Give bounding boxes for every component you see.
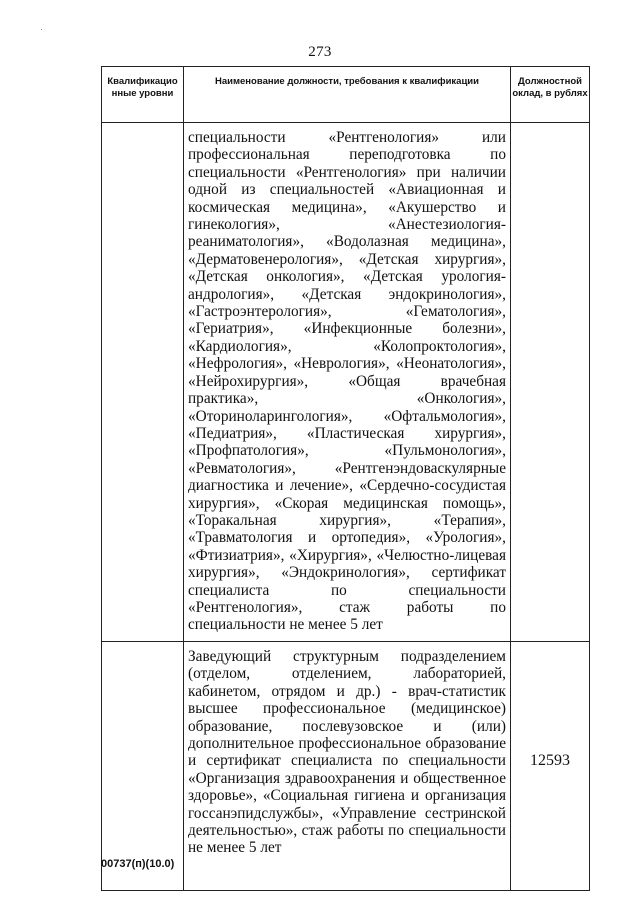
- requirements-cell: [184, 123, 511, 642]
- text-line: специальности не менее 5 лет: [188, 616, 383, 634]
- text-line: «Торакальная хирургия», «Терапия»,: [188, 511, 506, 529]
- table-header-row: [102, 67, 590, 123]
- table-row: [102, 123, 590, 642]
- text-line: (отделом, отделением, лабораторией,: [188, 665, 506, 683]
- text-line: профессиональная переподготовка по: [188, 146, 506, 164]
- text-line: «Педиатрия», «Пластическая хирургия»,: [188, 424, 506, 442]
- text-line: одной из специальностей «Авиационная и: [188, 181, 506, 199]
- text-line: Заведующий структурным подразделением: [188, 648, 506, 665]
- text-line: и сертификат специалиста по специальности: [188, 752, 506, 770]
- salary-cell: [511, 123, 590, 642]
- text-line: «Травматология и ортопедия», «Урология»,: [188, 529, 506, 547]
- text-line: здоровье», «Социальная гигиена и организация: [188, 787, 506, 805]
- text-line: «Нейрохирургия», «Общая врачебная: [188, 372, 506, 390]
- text-line: андрология», «Детская эндокринология»,: [188, 285, 506, 303]
- page-number: 273: [308, 44, 332, 60]
- text-line: «Кардиология», «Колопроктология»,: [188, 337, 506, 355]
- text-line: «Нефрология», «Неврология», «Неонатология»,: [188, 355, 506, 373]
- text-line: госсанэпидслужбы», «Управление сестринской: [188, 804, 506, 822]
- text-line: «Фтизиатрия», «Хирургия», «Челюстно-лицевая: [188, 546, 506, 564]
- qualification-table: [101, 66, 590, 891]
- table-row: [102, 642, 590, 891]
- header-qualification-levels: Квалификацио нные уровни: [102, 67, 184, 123]
- text-line: «Гастроэнтерология», «Гематология»,: [188, 303, 506, 321]
- header-salary: Должностной оклад, в рублях: [511, 67, 590, 123]
- text-line: «Гериатрия», «Инфекционные болезни»,: [188, 320, 506, 338]
- text-line: гинекология», «Анестезиология-: [188, 216, 506, 234]
- text-line: специалиста по специальности: [188, 581, 506, 599]
- text-line: «Оториноларингология», «Офтальмология»,: [188, 407, 506, 425]
- text-line: диагностика и лечение», «Сердечно-сосудистая: [188, 477, 506, 495]
- requirements-text: [184, 123, 510, 634]
- requirements-text: [184, 642, 510, 857]
- text-line: кабинетом, отрядом и др.) - врач-статистик: [188, 682, 506, 700]
- text-line: «Профпатология», «Пульмонология»,: [188, 442, 506, 460]
- text-line: «Ревматология», «Рентгенэндоваскулярные: [188, 459, 506, 477]
- qualification-level-cell: [102, 123, 184, 642]
- header-position-requirements: Наименование должности, требования к квалификации: [184, 67, 511, 123]
- text-line: деятельностью», стаж работы по специальности: [188, 822, 506, 840]
- text-line: дополнительное профессиональное образование: [188, 735, 506, 753]
- text-line: хирургия», «Эндокринология», сертификат: [188, 564, 506, 582]
- document-code: 00737(п)(10.0): [101, 858, 175, 870]
- requirements-cell: [184, 642, 511, 891]
- text-line: специальности «Рентгенология» при наличии: [188, 163, 506, 181]
- text-line: «Организация здравоохранения и общественное: [188, 769, 506, 787]
- text-line: не менее 5 лет: [188, 839, 282, 857]
- salary-cell: 12593: [511, 642, 590, 891]
- text-line: «Дерматовенерология», «Детская хирургия»,: [188, 250, 506, 268]
- scan-dot: [41, 29, 42, 30]
- text-line: практика», «Онкология»,: [188, 390, 506, 408]
- text-line: высшее профессиональное (медицинское): [188, 700, 506, 718]
- text-line: специальности «Рентгенология» или: [188, 129, 506, 146]
- text-line: космическая медицина», «Акушерство и: [188, 198, 506, 216]
- text-line: образование, послевузовское и (или): [188, 717, 506, 735]
- text-line: «Рентгенология», стаж работы по: [188, 598, 506, 616]
- text-line: реаниматология», «Водолазная медицина»,: [188, 233, 506, 251]
- qualification-level-cell: [102, 642, 184, 891]
- text-line: «Детская онкология», «Детская урология-: [188, 268, 506, 286]
- text-line: хирургия», «Скорая медицинская помощь»,: [188, 494, 506, 512]
